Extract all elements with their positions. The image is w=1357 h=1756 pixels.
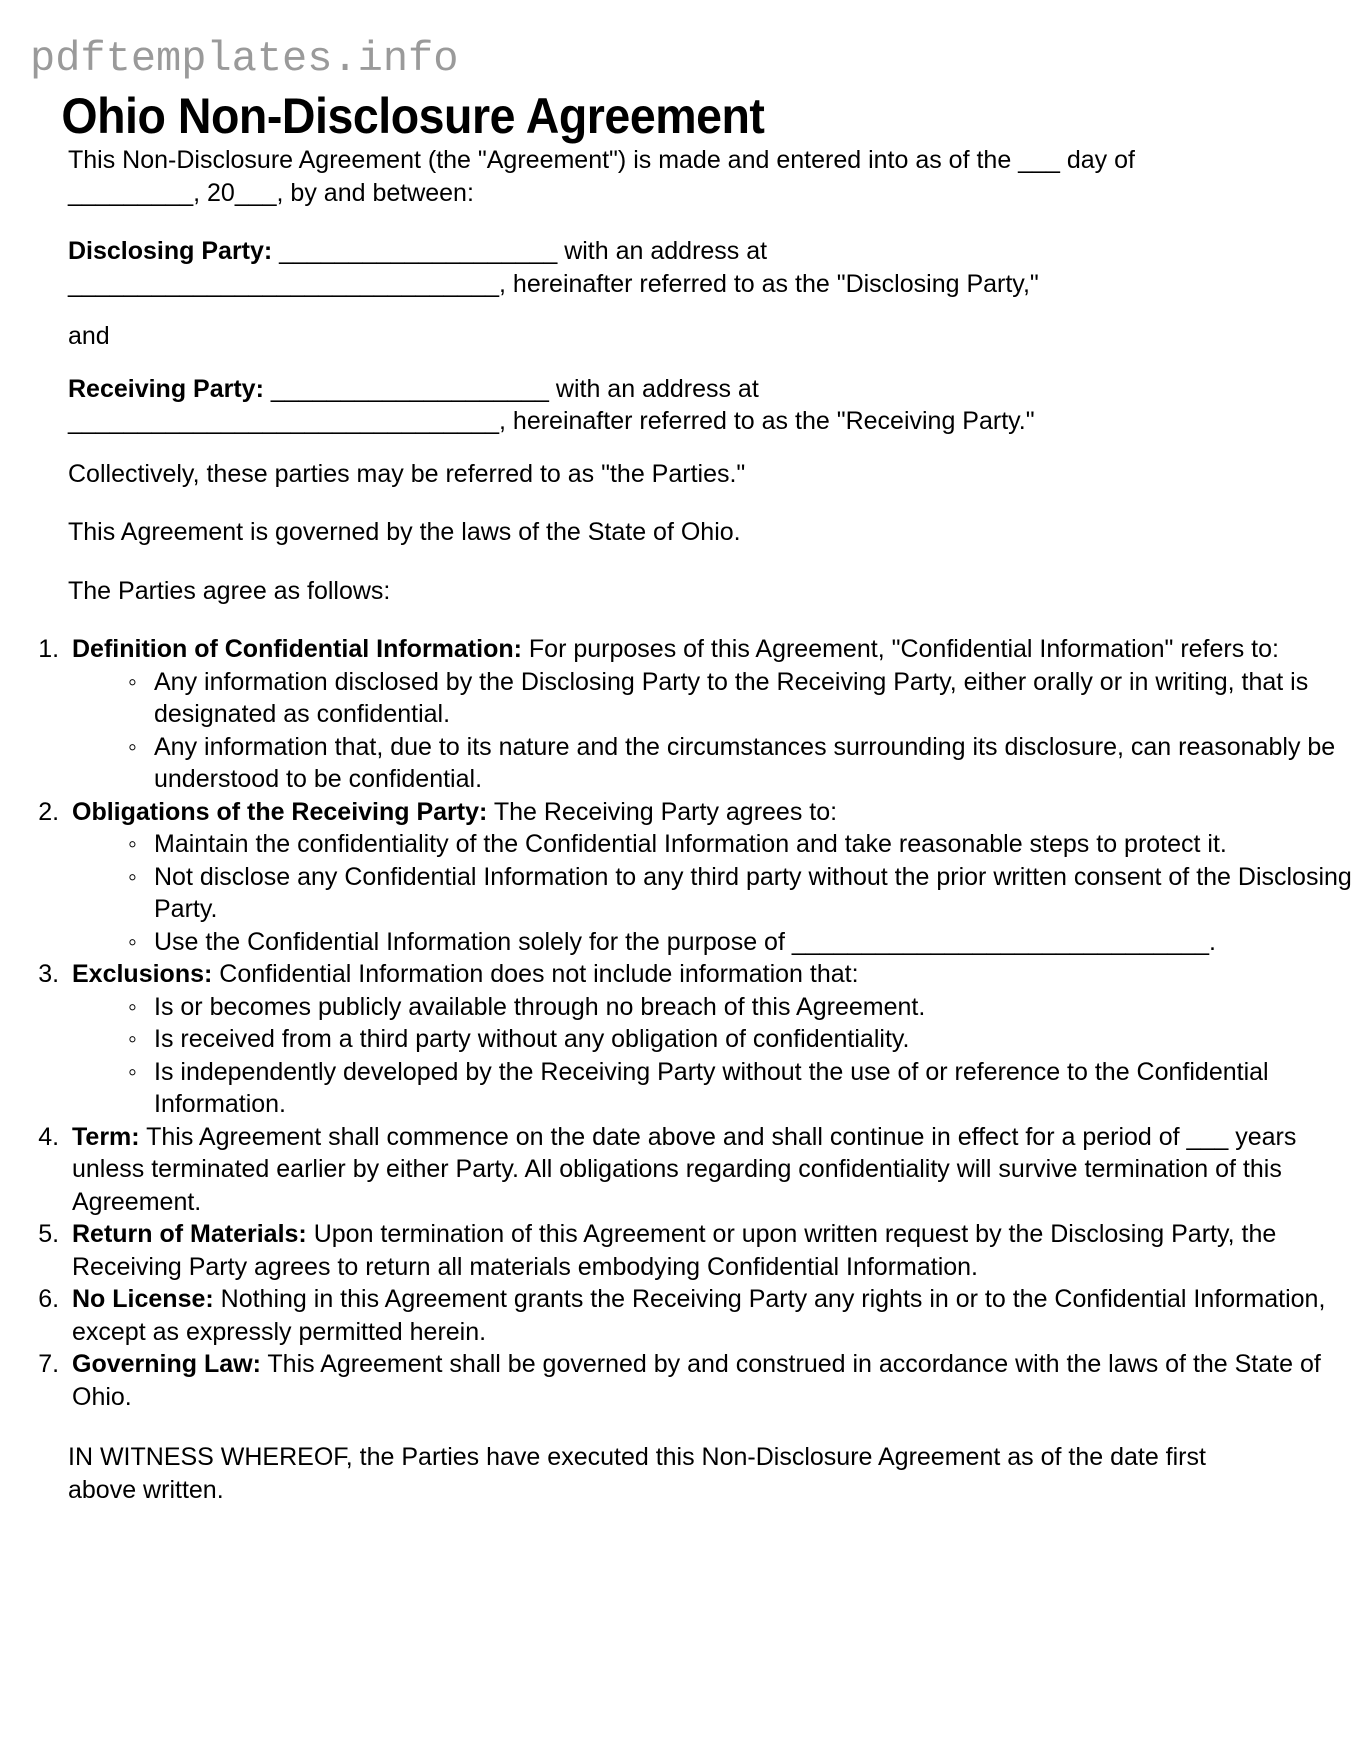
- document-body: [0, 144, 1357, 607]
- clause-text: This Agreement shall be governed by and construed in accordance with the laws of the State of Ohio.: [72, 1350, 1321, 1411]
- clause-heading: Return of Materials:: [72, 1220, 307, 1248]
- clause-list: [0, 633, 1357, 1413]
- clause-subitem-list: [72, 666, 1357, 796]
- disclosing-party-block: [68, 235, 1217, 300]
- clause-subitem-list: [72, 828, 1357, 958]
- clause-subitem: ◦ Any information disclosed by the Disclosing Party to the Receiving Party, either orally or in writing, that is designated as confidential.: [128, 666, 1357, 731]
- clause-item: [66, 633, 1357, 796]
- disclosing-party-label: Disclosing Party:: [68, 237, 273, 265]
- agree-intro-paragraph: The Parties agree as follows:: [68, 576, 391, 605]
- receiving-party-label: Receiving Party:: [68, 374, 264, 403]
- witness-paragraph: IN WITNESS WHEREOF, the Parties have executed this Non-Disclosure Agreement as of the date first above written.: [68, 1443, 1206, 1504]
- clause-text: The Receiving Party agrees to:: [487, 797, 838, 826]
- clause-item: [66, 1283, 1357, 1348]
- clause-item: [66, 958, 1357, 1121]
- receiving-party-address-blank: _______________________________, hereinafter referred to as the "Receiving Party.": [68, 407, 1035, 435]
- clause-heading: Exclusions:: [72, 960, 213, 988]
- receiving-party-name-blank: ____________________ with an address at: [263, 374, 759, 403]
- clause-subitem: ◦ Maintain the confidentiality of the Confidential Information and take reasonable steps to protect it.: [128, 828, 1357, 861]
- clause-subitem: ◦ Is received from a third party without any obligation of confidentiality.: [128, 1023, 1357, 1056]
- governing-law-paragraph: This Agreement is governed by the laws of the State of Ohio.: [68, 518, 741, 546]
- clause-item: [66, 1218, 1357, 1283]
- clause-text: Nothing in this Agreement grants the Receiving Party any rights in or to the Confidential Information, except as expressly permitted herein.: [72, 1285, 1326, 1346]
- clause-subitem-list: [72, 991, 1357, 1121]
- closing-section: [0, 1413, 1357, 1506]
- clause-heading: Governing Law:: [72, 1350, 261, 1378]
- clause-item: [66, 796, 1357, 959]
- clause-heading: Definition of Confidential Information:: [72, 635, 522, 663]
- clause-subitem: ◦ Is or becomes publicly available through no breach of this Agreement.: [128, 991, 1357, 1024]
- intro-paragraph: This Non-Disclosure Agreement (the "Agreement") is made and entered into as of the ___ day of _________, 20___, by and between:: [68, 146, 1135, 207]
- collectively-paragraph: Collectively, these parties may be referred to as "the Parties.": [68, 459, 746, 488]
- clause-text: Confidential Information does not include information that:: [212, 960, 859, 988]
- clause-text: This Agreement shall commence on the date above and shall continue in effect for a period of ___ years unless terminated earlier by either Party. All obligations regarding confidentiality will survive termination of this Agreement.: [72, 1122, 1297, 1216]
- receiving-party-block: [68, 373, 1217, 438]
- disclosing-party-name-blank: ____________________ with an address at: [272, 237, 768, 265]
- clause-text: Upon termination of this Agreement or upon written request by the Disclosing Party, the Receiving Party agrees to return all materials embodying Confidential Information.: [72, 1220, 1277, 1281]
- clause-subitem: ◦ Any information that, due to its nature and the circumstances surrounding its disclosure, can reasonably be understood to be confidential.: [128, 731, 1357, 796]
- clause-heading: Obligations of the Receiving Party:: [72, 797, 488, 826]
- clause-subitem: ◦ Not disclose any Confidential Information to any third party without the prior written consent of the Disclosing Party.: [128, 861, 1357, 926]
- clause-item: [66, 1121, 1357, 1219]
- conjunction-and: and: [68, 322, 110, 350]
- clause-text: For purposes of this Agreement, "Confidential Information" refers to:: [521, 635, 1279, 663]
- clause-heading: No License:: [72, 1285, 214, 1313]
- clause-subitem: ◦ Is independently developed by the Receiving Party without the use of or reference to the Confidential Information.: [128, 1056, 1357, 1121]
- disclosing-party-address-blank: _______________________________, hereinafter referred to as the "Disclosing Party,": [68, 269, 1039, 298]
- clause-subitem: ◦ Use the Confidential Information solely for the purpose of ______________________________.: [128, 926, 1357, 959]
- clause-item: [66, 1348, 1357, 1413]
- page-title: Ohio Non-Disclosure Agreement: [61, 88, 765, 144]
- clause-heading: Term:: [72, 1122, 140, 1151]
- site-watermark: pdftemplates.info: [30, 35, 459, 83]
